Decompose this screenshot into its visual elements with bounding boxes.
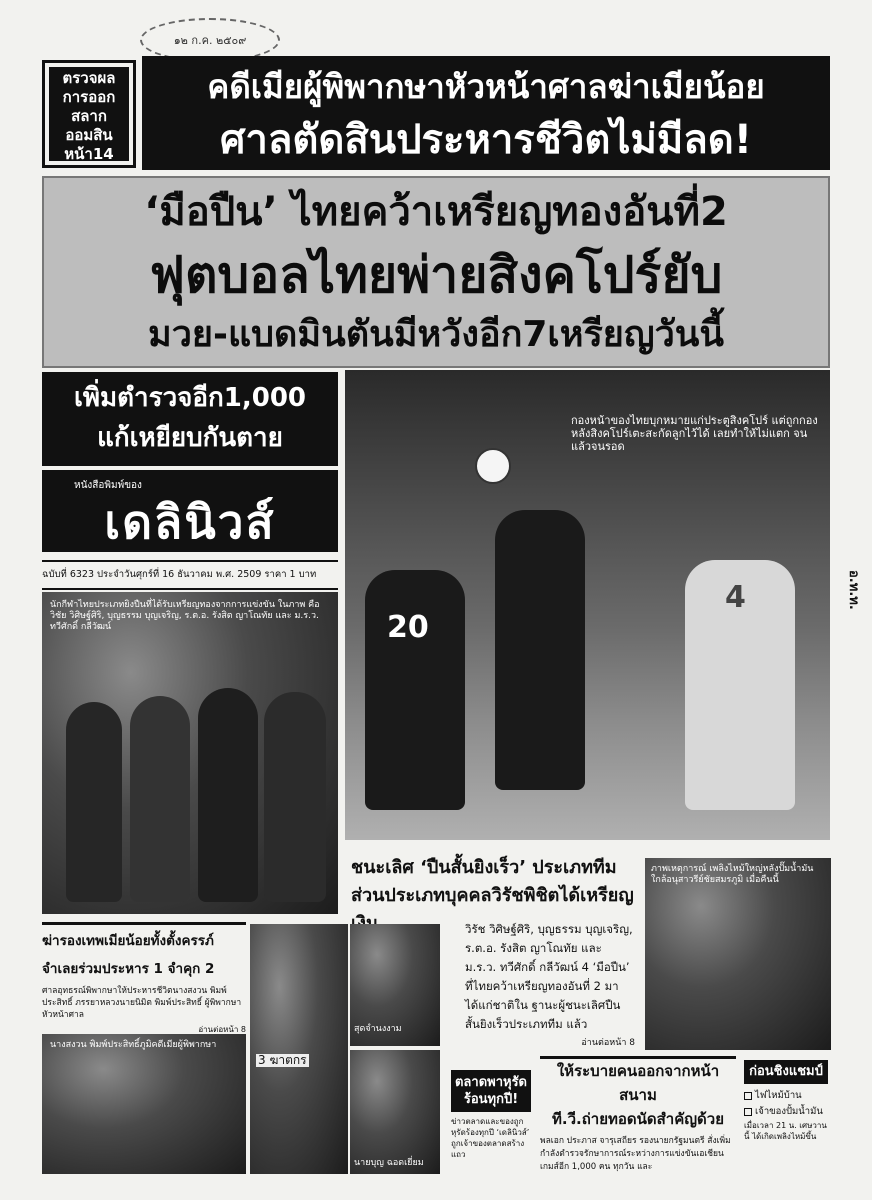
police-headline[interactable] (42, 372, 338, 466)
main-headline-line2: ศาลตัดสินประหารชีวิตไม่มีลด! (220, 117, 752, 163)
athlete-figure (130, 696, 190, 902)
shooting-story-headline[interactable] (345, 850, 635, 918)
fire-brief-item (744, 1088, 832, 1104)
murder-story[interactable] (42, 922, 246, 1032)
tv-headline-line1: ให้ระบายคนออกจากหน้าสนาม (556, 1062, 720, 1104)
player-figure (365, 570, 465, 810)
fire-brief-item (744, 1104, 832, 1120)
suspect-portrait-2[interactable] (350, 924, 440, 1046)
tv-body: พลเอก ประภาส จารุเสถียร รองนายกรัฐมนตรี สั่งเพิ่มกำลังตำรวจรักษาการณ์ระหว่างการแข่งขันเอเชียนเกมส์อีก 1,000 คน ทุกวัน และ (540, 1136, 731, 1172)
main-headline-line1: คดีเมียผู้พิพากษาหัวหน้าศาลฆ่าเมียน้อย (207, 67, 765, 106)
photo-credit: อ.ท.ท. (846, 570, 861, 610)
police-headline-line1: เพิ่มตำรวจอีก1,000 (73, 383, 307, 413)
athlete-figure (198, 688, 258, 902)
fire-brief-item-label: เจ้าของปั้มน้ำมัน (755, 1106, 823, 1117)
suspect-portrait-1[interactable] (250, 924, 348, 1174)
jersey-number: 4 (725, 580, 746, 615)
murder-body: ศาลอุทธรณ์พิพากษาให้ประหารชีวิตนางสงวน พิมพ์ประสิทธิ์ ภรรยาหลวงนายนิมิต พิมพ์ประสิทธิ์ ผู้พิพากษาหัวหน้าศาล (42, 986, 242, 1020)
portrait-1-label: 3 ฆาตกร (258, 1053, 307, 1067)
sports-headline-line3: มวย-แบดมินตันมีหวังอีก7เหรียญวันนี้ (147, 314, 725, 355)
sports-headline[interactable] (42, 176, 830, 368)
lottery-notice-box[interactable] (42, 60, 136, 168)
player-figure (685, 560, 795, 810)
football-ball (475, 448, 511, 484)
fire-brief-item-label: ไฟไหม้บ้าน (755, 1090, 802, 1101)
medal-photo-caption: นักกีฬาไทยประเภทยิงปืนที่ได้รับเหรียญทองจากการแข่งขัน ในภาพ คือ วิชัย วิศิษฐ์ศิริ, บุญธรรม บุญเจริญ, ร.ต.อ. รังสิต ญาโณทัย และ ม.ร.ว. ทวีศักดิ์ กลีวัฒน์ (50, 600, 320, 632)
football-photo-caption: กองหน้าของไทยบุกหมายแก่ประตูสิงคโปร์ แต่ถูกกองหลังสิงคโปร์เตะสะกัดลูกไว้ได้ เลยทำให้ไม่แตก จนแล้วจนรอด (571, 414, 818, 453)
fire-brief-box[interactable] (740, 1060, 832, 1174)
lottery-line: หน้า14 (64, 145, 114, 163)
shooting-headline-line1: ชนะเลิศ ‘ปืนสั้นยิงเร็ว’ ประเภททีม (351, 857, 617, 878)
checkbox-icon (744, 1108, 752, 1116)
market-body: ข่าวตลาดและของถูก หุรัดร้องทุกปี ‘เดลินิวส์’ ถูกเจ้าของตลาดสร้างแถว (451, 1117, 530, 1159)
stamp-text: ๑๒ ก.ค. ๒๕๐๙ (173, 34, 247, 47)
football-match-photo[interactable] (345, 370, 830, 840)
lottery-line: ตรวจผล (62, 69, 116, 87)
woman-portrait-photo[interactable] (42, 1034, 246, 1174)
sports-headline-line2: ฟุตบอลไทยพ่ายสิงคโปร์ยับ (149, 246, 723, 304)
sports-headline-line1: ‘มือปืน’ ไทยคว้าเหรียญทองอันที่2 (144, 189, 728, 235)
murder-headline-line2: จำเลยร่วมประหาร 1 จำคุก 2 (42, 961, 215, 977)
portrait-2-label: สุดจำนงงาม (354, 1024, 402, 1034)
medal-winners-photo[interactable] (42, 592, 338, 914)
market-story[interactable] (445, 1062, 537, 1172)
issue-info: ฉบับที่ 6323 ประจำวันศุกร์ที่ 16 ธันวาคม พ.ศ. 2509 ราคา 1 บาท (42, 560, 338, 590)
lottery-line: สลาก (71, 107, 107, 125)
fire-photo-caption: ภาพเหตุการณ์ เพลิงไหม้ใหญ่หลังปั๊มน้ำมัน ใกล้อนุสาวรีย์ชัยสมรภูมิ เมื่อคืนนี้ (651, 864, 814, 885)
main-headline[interactable] (142, 56, 830, 170)
masthead-tagline: หนังสือพิมพ์ของ (74, 480, 142, 491)
fire-brief-tag: ก่อนชิงแชมป์ (744, 1060, 828, 1084)
player-figure (495, 510, 585, 790)
suspect-portrait-3[interactable] (350, 1050, 440, 1174)
tv-headline-line2: ที.วี.ถ่ายทอดนัดสำคัญด้วย (552, 1110, 724, 1128)
lottery-line: การออก (62, 88, 116, 106)
shooting-more-link[interactable]: อ่านต่อหน้า 8 (581, 1038, 635, 1048)
fire-scene-photo[interactable] (645, 858, 831, 1050)
athlete-figure (264, 692, 326, 902)
masthead-name: เดลินิวส์ (104, 495, 276, 549)
shooting-body-text: วิรัช วิศิษฐ์ศิริ, บุญธรรม บุญเจริญ, ร.ต.อ. รังสิต ญาโณทัย และ ม.ร.ว. ทวีศักดิ์ กลีวัฒน์ 4 ‘มือปืน’ ที่ไทยคว้าเหรียญทองอันที่ 2 มาได้แก่ชาติใน ฐานะผู้ชนะเลิศปืนสั้นยิงเร็วประเภททีม แล้ว (465, 922, 633, 1031)
portrait-3-label: นายบุญ ฉอดเยี่ยม (354, 1158, 424, 1168)
eyes-photo-caption: นางสงวน พิมพ์ประสิทธิ์ภูมิคดีเมียผู้พิพากษา (50, 1040, 217, 1050)
lottery-line: ออมสิน (65, 126, 113, 144)
tv-story[interactable] (540, 1056, 736, 1176)
murder-more-link[interactable]: อ่านต่อหน้า 8 (198, 1025, 246, 1034)
athlete-figure (66, 702, 122, 902)
shooting-story-body (465, 920, 635, 1060)
checkbox-icon (744, 1092, 752, 1100)
shooting-headline-line2: ส่วนประเภทบุคคลวิรัชพิชิตได้เหรียญ (351, 885, 634, 906)
jersey-number: 20 (387, 610, 429, 645)
police-headline-line2: แก้เหยียบกันตาย (97, 423, 283, 453)
market-tag: ตลาดพาหุรัด ร้อนทุกปี! (451, 1070, 531, 1112)
fire-brief-body: เมื่อเวลา 21 น. เศษวานนี้ ได้เกิดเพลิงไหม้ขึ้น (744, 1121, 827, 1141)
murder-headline-line1: ฆ่ารองเทพเมียน้อยทั้งตั้งครรภ์ (42, 933, 214, 949)
masthead (42, 470, 338, 552)
